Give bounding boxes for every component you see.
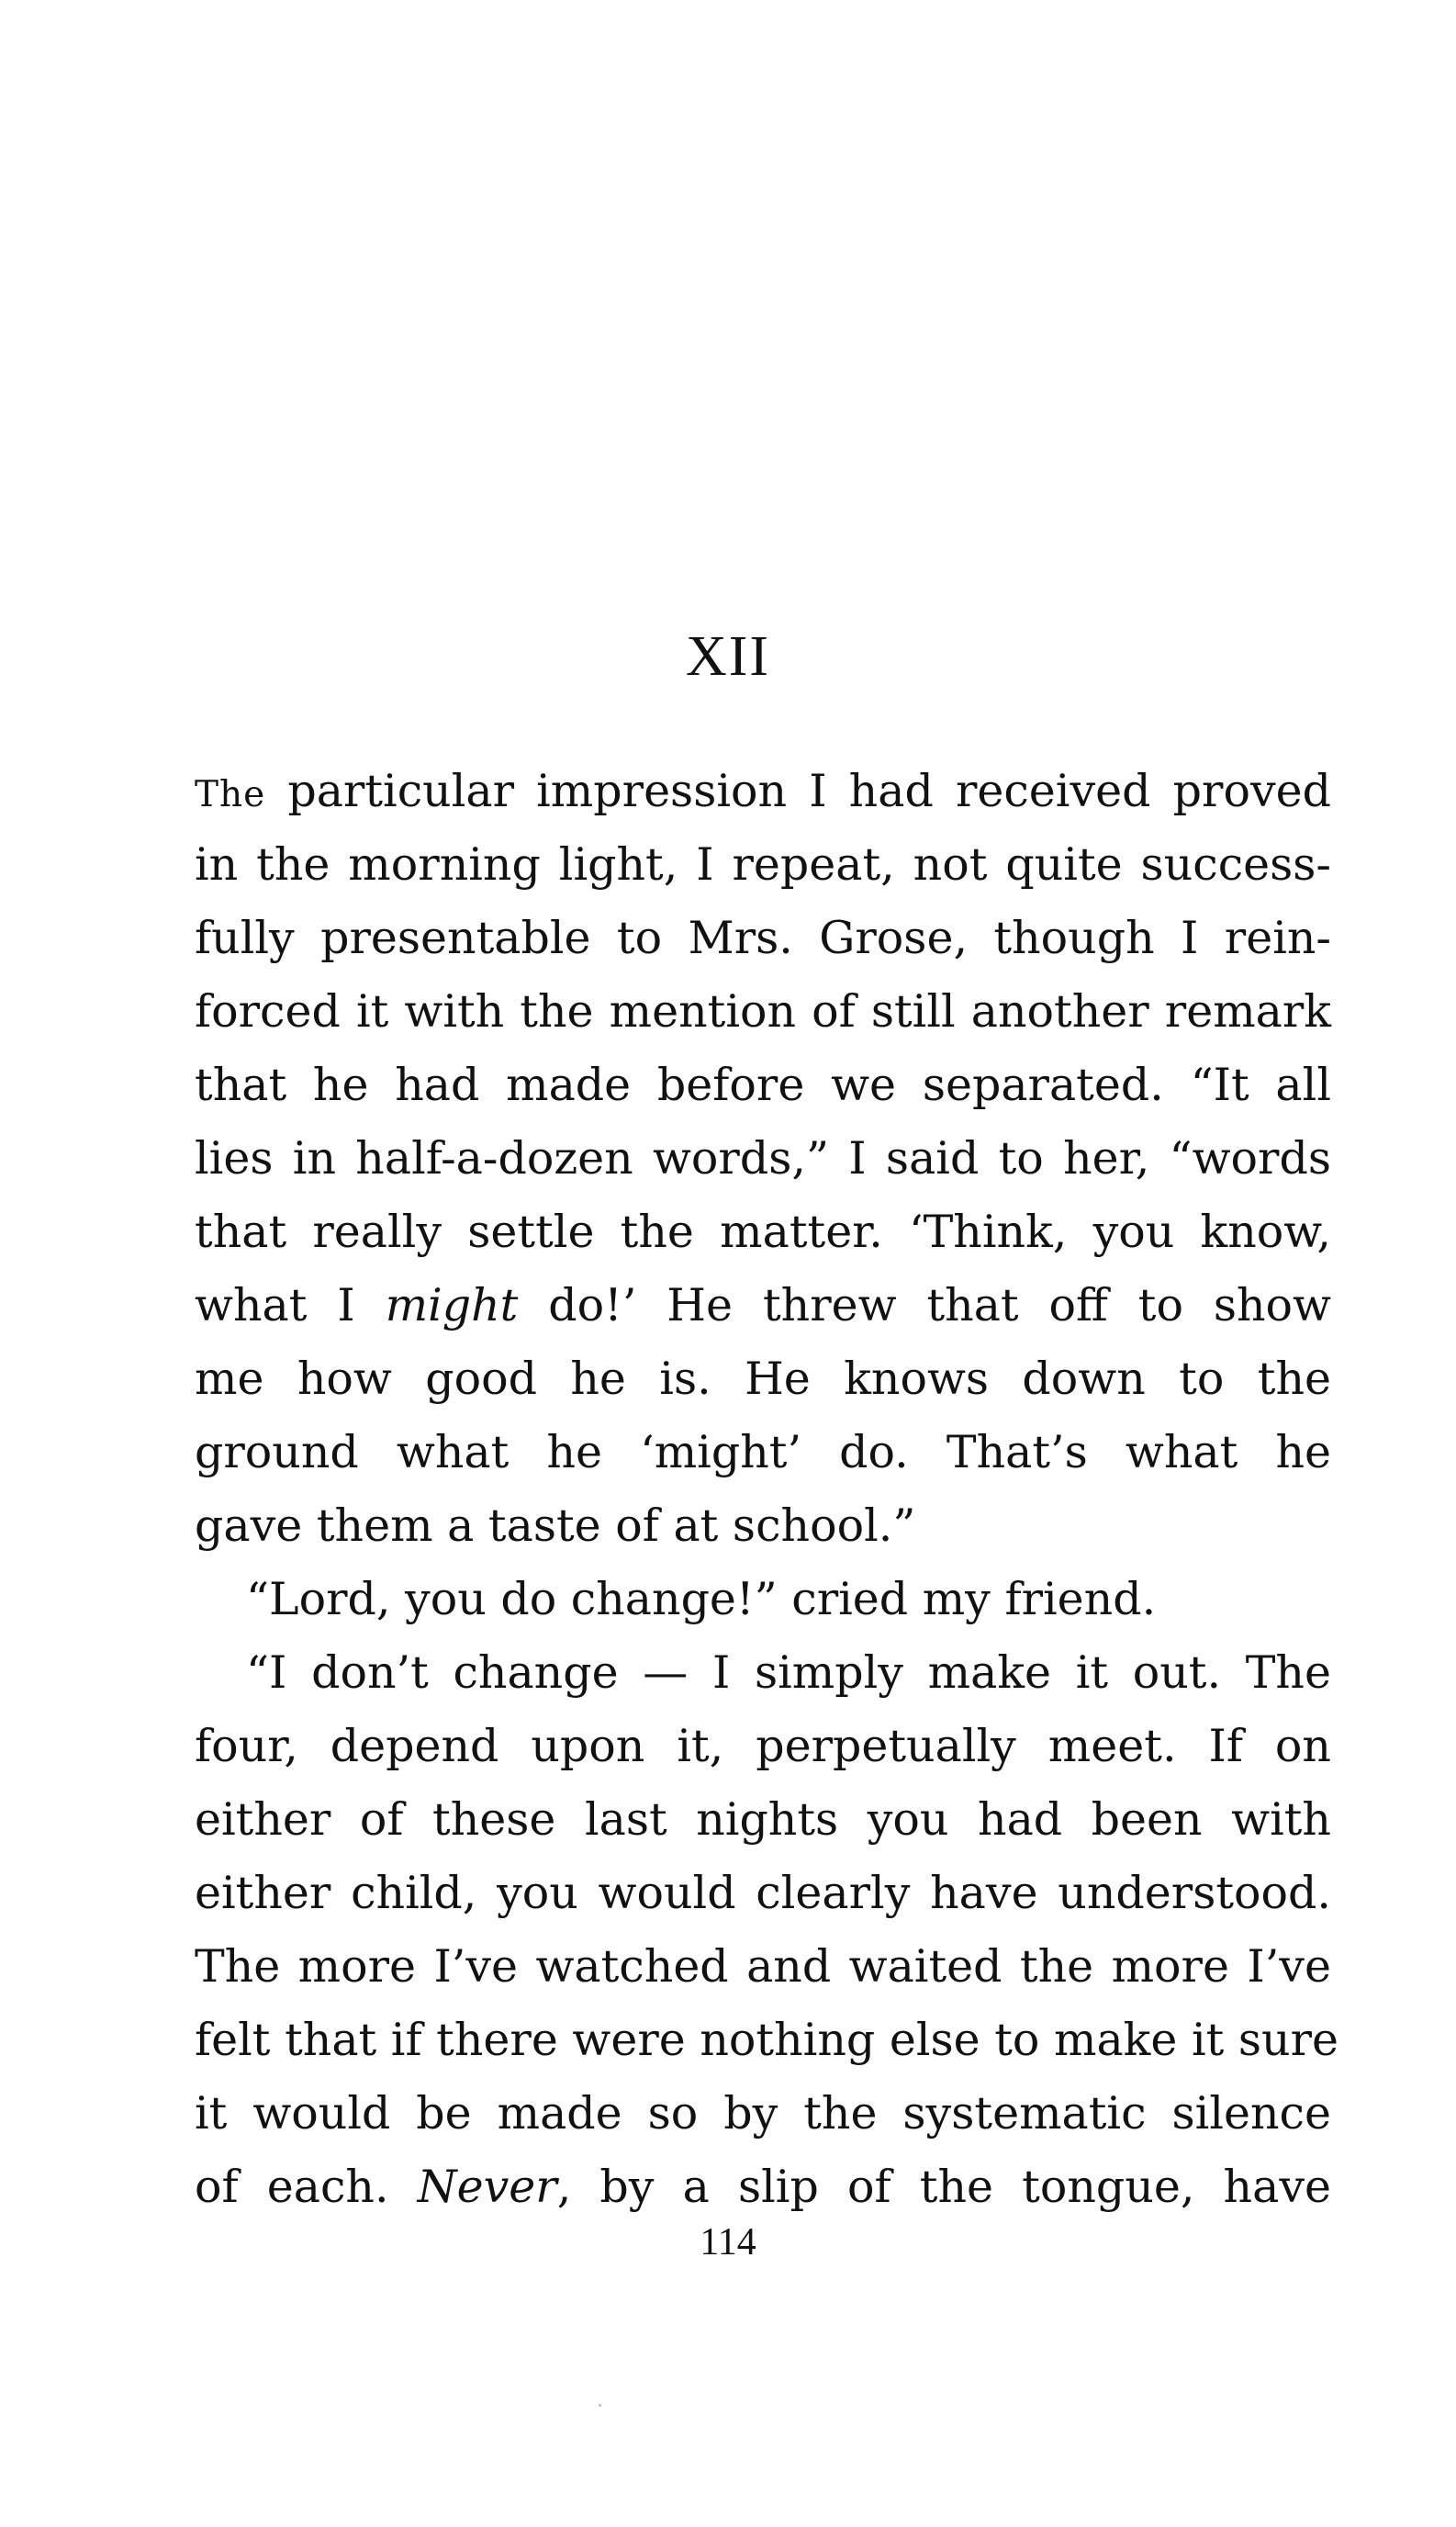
text-line: either child, you would clearly have understood. bbox=[195, 1867, 1331, 1919]
text-line: The particular impression I had received proved bbox=[195, 765, 1331, 817]
body-text bbox=[195, 755, 1339, 2224]
text-line: lies in half-a-dozen words,” I said to her, “words bbox=[195, 1132, 1331, 1185]
text-line: ground what he ‘might’ do. That’s what he bbox=[195, 1426, 1331, 1478]
chapter-heading: XII bbox=[685, 625, 771, 688]
small-caps-opening: The bbox=[195, 774, 266, 815]
text-line: either of these last nights you had been with bbox=[195, 1793, 1331, 1846]
text-line: that he had made before we separated. “It all bbox=[195, 1059, 1331, 1111]
text-line: that really settle the matter. ‘Think, you know, bbox=[195, 1206, 1331, 1258]
emphasis: might bbox=[385, 1279, 519, 1331]
text-line: fully presentable to Mrs. Grose, though I rein- bbox=[195, 912, 1331, 964]
text-line: felt that if there were nothing else to make it sure bbox=[195, 2014, 1339, 2066]
text-line: “I don’t change — I simply make it out. The bbox=[246, 1646, 1331, 1699]
text-line: “Lord, you do change!” cried my friend. bbox=[246, 1573, 1157, 1625]
text-line: forced it with the mention of still another remark bbox=[195, 985, 1331, 1038]
text-line: what I might do!’ He threw that off to show bbox=[195, 1279, 1332, 1331]
emphasis: Never bbox=[417, 2161, 557, 2213]
text-line: of each. Never, by a slip of the tongue, have bbox=[195, 2161, 1331, 2213]
text-line: The more I’ve watched and waited the more I’ve bbox=[195, 1940, 1331, 1993]
paper-speck bbox=[599, 2404, 601, 2407]
text-line: it would be made so by the systematic silence bbox=[195, 2087, 1331, 2140]
page-number: 114 bbox=[700, 2221, 756, 2263]
text-line: me how good he is. He knows down to the bbox=[195, 1353, 1331, 1405]
text-line: gave them a taste of at school.” bbox=[195, 1499, 916, 1552]
text-line: four, depend upon it, perpetually meet. If on bbox=[195, 1720, 1331, 1772]
text-line: in the morning light, I repeat, not quite success- bbox=[195, 838, 1331, 891]
